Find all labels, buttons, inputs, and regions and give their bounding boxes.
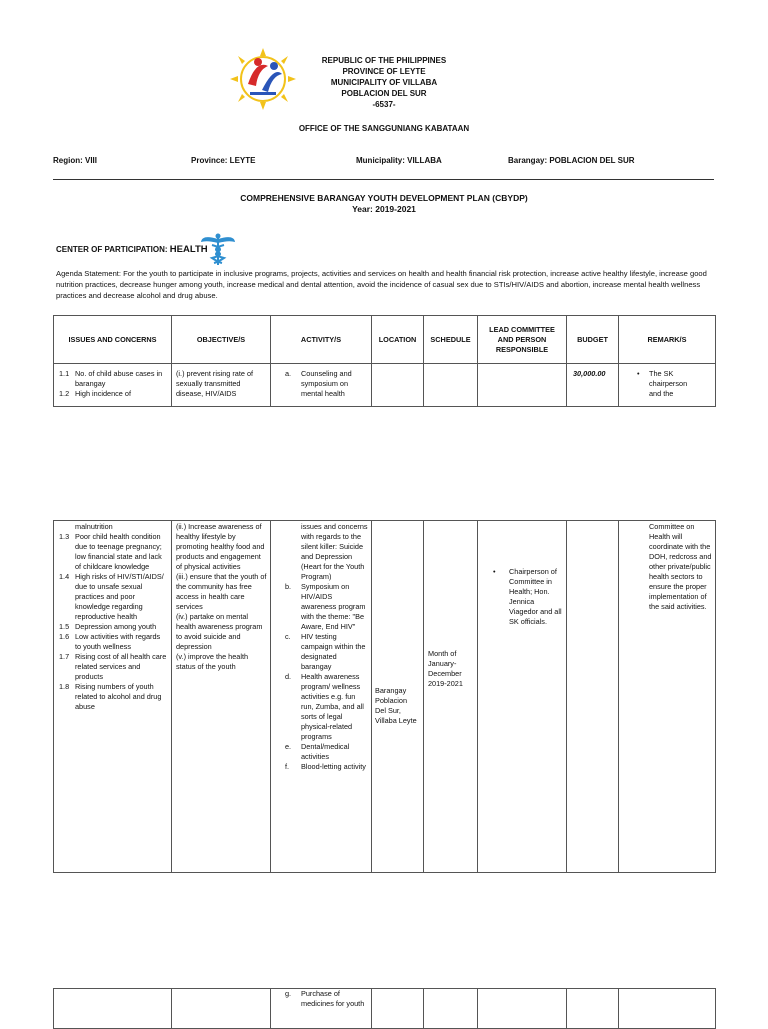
remark-continued: Committee on Health will coordinate with the DOH, redcross and other private/public health sectors to ensure the proper implementation of the said activities. [649, 522, 712, 611]
province-label: Province: LEYTE [191, 156, 256, 165]
activity-item: e. Dental/medical activities [285, 742, 350, 761]
col-objectives: OBJECTIVE/S [172, 316, 271, 364]
activity-item: c. HIV testing campaign within the designated barangay [285, 632, 366, 671]
activity-cell [271, 989, 372, 1029]
location-cell [372, 989, 424, 1029]
activity-item: b. Symposium on HIV/AIDS awareness program with the theme: "Be Aware, End HIV" [285, 582, 366, 631]
activity-continued: issues and concerns with regards to the silent killer: Suicide and Depression (Heart for the Youth Program) [301, 522, 368, 581]
table-row [54, 521, 716, 873]
col-activities: ACTIVITY/S [271, 316, 372, 364]
issues-cell [54, 364, 172, 407]
issue-item: 1.2 High incidence of [59, 389, 131, 398]
location-text: Barangay Poblacion Del Sur, Villaba Leyte [375, 686, 417, 725]
center-label: CENTER OF PARTICIPATION: [56, 245, 168, 254]
schedule-text: Month of January-December 2019-2021 [428, 649, 463, 688]
schedule-cell [424, 989, 478, 1029]
issue-item: 1.5 Depression among youth [59, 622, 157, 631]
col-budget: BUDGET [567, 316, 619, 364]
lead-cell [478, 521, 567, 873]
table-row [54, 364, 716, 407]
issues-cell [54, 521, 172, 873]
budget-value: 30,000.00 [573, 369, 606, 378]
objective-text: (i.) prevent rising rate of sexually transmitted disease, HIV/AIDS [176, 369, 254, 398]
agenda-statement: Agenda Statement: For the youth to participate in inclusive programs, projects, activities and services on health and health financial risk protection, increase active healthy lifestyle, increase good nutrition practices, decrease hunger among youth, increase medical and dental attention, avoid the incidence of casual sex due to STIs/HIV/AIDS and abortion, increase mental health wellness practices and decrease alcohol and drug abuse. [56, 269, 707, 300]
budget-cell [567, 521, 619, 873]
objective-item: (v.) improve the health status of the youth [176, 652, 249, 671]
issue-item: 1.1 No. of child abuse cases in barangay [59, 369, 163, 388]
objective-item: (iv.) partake on mental health awareness program to avoid suicide and depression [176, 612, 263, 651]
col-lead: LEAD COMMITTEE AND PERSON RESPONSIBLE [478, 316, 567, 364]
budget-cell [567, 989, 619, 1029]
activity-item: d. Health awareness program/ wellness activities e.g. fun run, Zumba, and all sorts of legal physical-related programs [285, 672, 364, 741]
issue-item: 1.6 Low activities with regards to youth wellness [59, 632, 161, 651]
activity-cell [271, 521, 372, 873]
col-schedule: SCHEDULE [424, 316, 478, 364]
objective-cell [172, 989, 271, 1029]
issue-item: 1.4 High risks of HIV/STI/AIDS/ due to unsafe sexual practices and poor knowledge regarding reproductive health [59, 572, 164, 621]
lead-cell [478, 364, 567, 407]
issue-item: 1.3 Poor child health condition due to teenage pregnancy; low financial state and lack of childcare knowledge [59, 532, 162, 571]
remark-cell [619, 521, 716, 873]
activity-cell [271, 364, 372, 407]
header-zip: -6537- [372, 100, 396, 109]
location-cell [372, 521, 424, 873]
caduceus-icon [199, 232, 237, 266]
issues-continued: malnutrition [75, 522, 113, 531]
remark-item: • The SK chairperson and the [637, 369, 688, 398]
remark-cell [619, 364, 716, 407]
issues-cell [54, 989, 172, 1029]
objective-item: (ii.) Increase awareness of healthy lifestyle by promoting healthy food and products and engagement of physical activities [176, 522, 265, 571]
municipality-label: Municipality: VILLABA [356, 156, 442, 165]
region-label: Region: VIII [53, 156, 97, 165]
budget-cell [567, 364, 619, 407]
header-municipality: MUNICIPALITY OF VILLABA [330, 78, 438, 87]
cbydp-table-part2 [53, 520, 716, 873]
lead-cell [478, 989, 567, 1029]
col-location: LOCATION [372, 316, 424, 364]
header-office: OFFICE OF THE SANGGUNIANG KABATAAN [298, 124, 470, 133]
barangay-label: Barangay: POBLACION DEL SUR [508, 156, 635, 165]
schedule-cell [424, 364, 478, 407]
center-of-participation [56, 244, 208, 255]
plan-title: COMPREHENSIVE BARANGAY YOUTH DEVELOPMENT PLAN (CBYDP) [240, 193, 528, 203]
table-row [54, 989, 716, 1029]
objective-item: (iii.) ensure that the youth of the community has free access in health care services [176, 572, 267, 611]
activity-item: a. Counseling and symposium on mental health [285, 369, 352, 398]
objective-cell [172, 364, 271, 407]
location-cell [372, 364, 424, 407]
objective-cell [172, 521, 271, 873]
table-header-row [54, 316, 716, 364]
header-province: PROVINCE OF LEYTE [342, 67, 426, 76]
cbydp-table-part1 [53, 315, 716, 407]
plan-year: Year: 2019-2021 [352, 204, 416, 214]
issue-item: 1.7 Rising cost of all health care related services and products [59, 652, 167, 681]
issue-item: 1.8 Rising numbers of youth related to alcohol and drug abuse [59, 682, 162, 711]
activity-item: f. Blood-letting activity [285, 762, 366, 771]
schedule-cell [424, 521, 478, 873]
activity-item: g. Purchase of medicines for youth [285, 989, 365, 1008]
center-value: HEALTH [169, 244, 208, 255]
divider [53, 179, 714, 180]
col-issues: ISSUES AND CONCERNS [54, 316, 172, 364]
header-barangay: POBLACION DEL SUR [341, 89, 427, 98]
header-republic: REPUBLIC OF THE PHILIPPINES [321, 56, 447, 65]
lead-item: • Chairperson of Committee in Health; Hon. Jennica Viagedor and all SK officials. [493, 567, 562, 626]
remark-cell [619, 989, 716, 1029]
cbydp-table-part3 [53, 988, 716, 1029]
col-remarks: REMARK/S [619, 316, 716, 364]
